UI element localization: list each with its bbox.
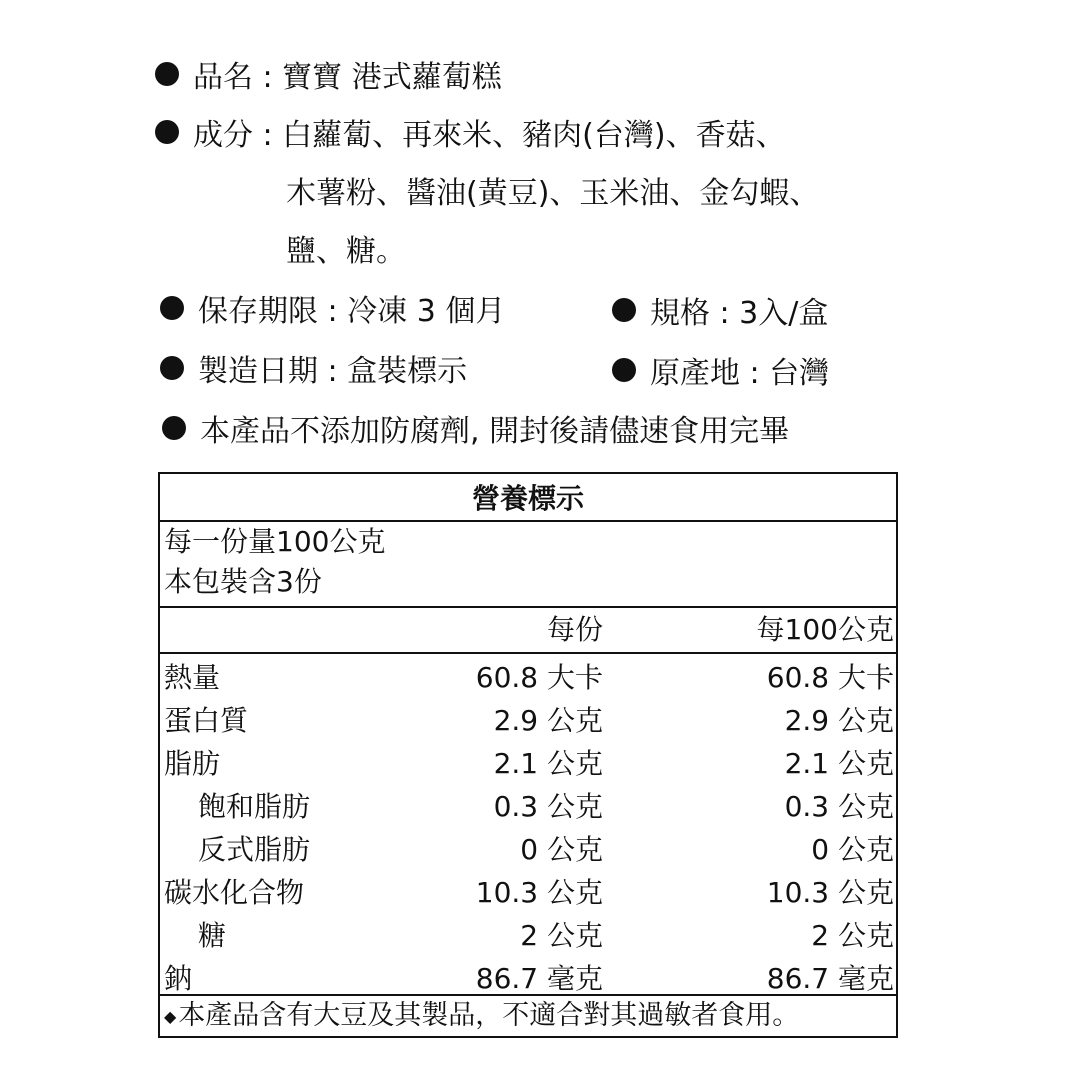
- notice-line: [162, 406, 789, 450]
- per-100g-value: 0 公克: [811, 833, 894, 866]
- per-100g-value: 2 公克: [811, 919, 894, 952]
- per-100g-header: 每100公克: [756, 613, 894, 646]
- mfg-date-line: [160, 346, 467, 390]
- bullet-icon: [155, 120, 179, 144]
- nutrient-row-protein: [160, 699, 896, 742]
- bullet-icon: [160, 296, 184, 320]
- shelf-life-line: [160, 286, 505, 330]
- ingredients-line: [155, 110, 786, 154]
- product-name: 品名 : 寶寶 港式蘿蔔糕: [193, 60, 502, 95]
- origin: 原產地 : 台灣: [650, 356, 830, 391]
- nutrition-facts-panel: [158, 472, 898, 1038]
- per-serving-value: 0 公克: [520, 833, 603, 866]
- shelf-life: 保存期限 : 冷凍 3 個月: [198, 294, 506, 329]
- column-header: [160, 606, 896, 654]
- per-100g-value: 2.9 公克: [784, 704, 894, 737]
- spec-line: [612, 288, 828, 332]
- per-serving-value: 2 公克: [520, 919, 603, 952]
- nutrient-row-carbohydrate: [160, 871, 896, 914]
- mfg-date: 製造日期 : 盒裝標示: [198, 354, 468, 389]
- origin-line: [612, 348, 829, 392]
- bullet-icon: [162, 416, 186, 440]
- bullet-icon: [160, 356, 184, 380]
- per-serving-value: 0.3 公克: [493, 790, 603, 823]
- product-name-line: [155, 52, 502, 96]
- ingredients-text-2: 木薯粉、醬油(黃豆)、玉米油、金勾蝦、: [286, 176, 820, 211]
- nutrient-rows: [160, 654, 896, 1000]
- per-serving-value: 2.1 公克: [493, 747, 603, 780]
- nutrient-row-sugar: [160, 914, 896, 957]
- ingredients-text-1: 成分 : 白蘿蔔、再來米、豬肉(台灣)、香菇、: [193, 118, 786, 153]
- nutrient-row-saturated-fat: [160, 785, 896, 828]
- serving-size: 每一份量100公克: [164, 525, 386, 558]
- allergen-footer: [160, 994, 896, 1036]
- servings-per-package: 本包裝含3份: [164, 565, 322, 598]
- per-100g-value: 60.8 大卡: [766, 661, 894, 694]
- nutrient-row-energy: [160, 656, 896, 699]
- nutrient-row-trans-fat: [160, 828, 896, 871]
- diamond-icon: ◆: [164, 1006, 177, 1026]
- nutrient-name: 鈉: [164, 962, 193, 995]
- spec: 規格 : 3入/盒: [650, 296, 829, 331]
- nutrient-name: 碳水化合物: [164, 876, 305, 909]
- nutrient-name: 糖: [198, 919, 227, 952]
- per-serving-value: 60.8 大卡: [475, 661, 603, 694]
- per-100g-value: 2.1 公克: [784, 747, 894, 780]
- per-100g-value: 86.7 毫克: [766, 962, 894, 995]
- nutrient-name: 熱量: [164, 661, 221, 694]
- nutrient-name: 反式脂肪: [198, 833, 311, 866]
- allergen-note: 本產品含有大豆及其製品，不適合對其過敏者食用。: [178, 1000, 800, 1031]
- bullet-icon: [612, 298, 636, 322]
- nutrient-row-fat: [160, 742, 896, 785]
- per-100g-value: 0.3 公克: [784, 790, 894, 823]
- per-serving-header: 每份: [546, 613, 603, 646]
- nutrient-name: 脂肪: [164, 747, 221, 780]
- serving-info: [160, 522, 896, 606]
- per-serving-value: 10.3 公克: [475, 876, 603, 909]
- bullet-icon: [155, 62, 179, 86]
- per-100g-value: 10.3 公克: [766, 876, 894, 909]
- nutrition-title: 營養標示: [160, 474, 896, 522]
- ingredients-text-3: 鹽、糖。: [286, 234, 406, 269]
- bullet-icon: [612, 358, 636, 382]
- per-serving-value: 86.7 毫克: [475, 962, 603, 995]
- per-serving-value: 2.9 公克: [493, 704, 603, 737]
- preservative-notice: 本產品不添加防腐劑, 開封後請儘速食用完畢: [200, 414, 790, 449]
- nutrient-name: 飽和脂肪: [198, 790, 311, 823]
- nutrient-name: 蛋白質: [164, 704, 249, 737]
